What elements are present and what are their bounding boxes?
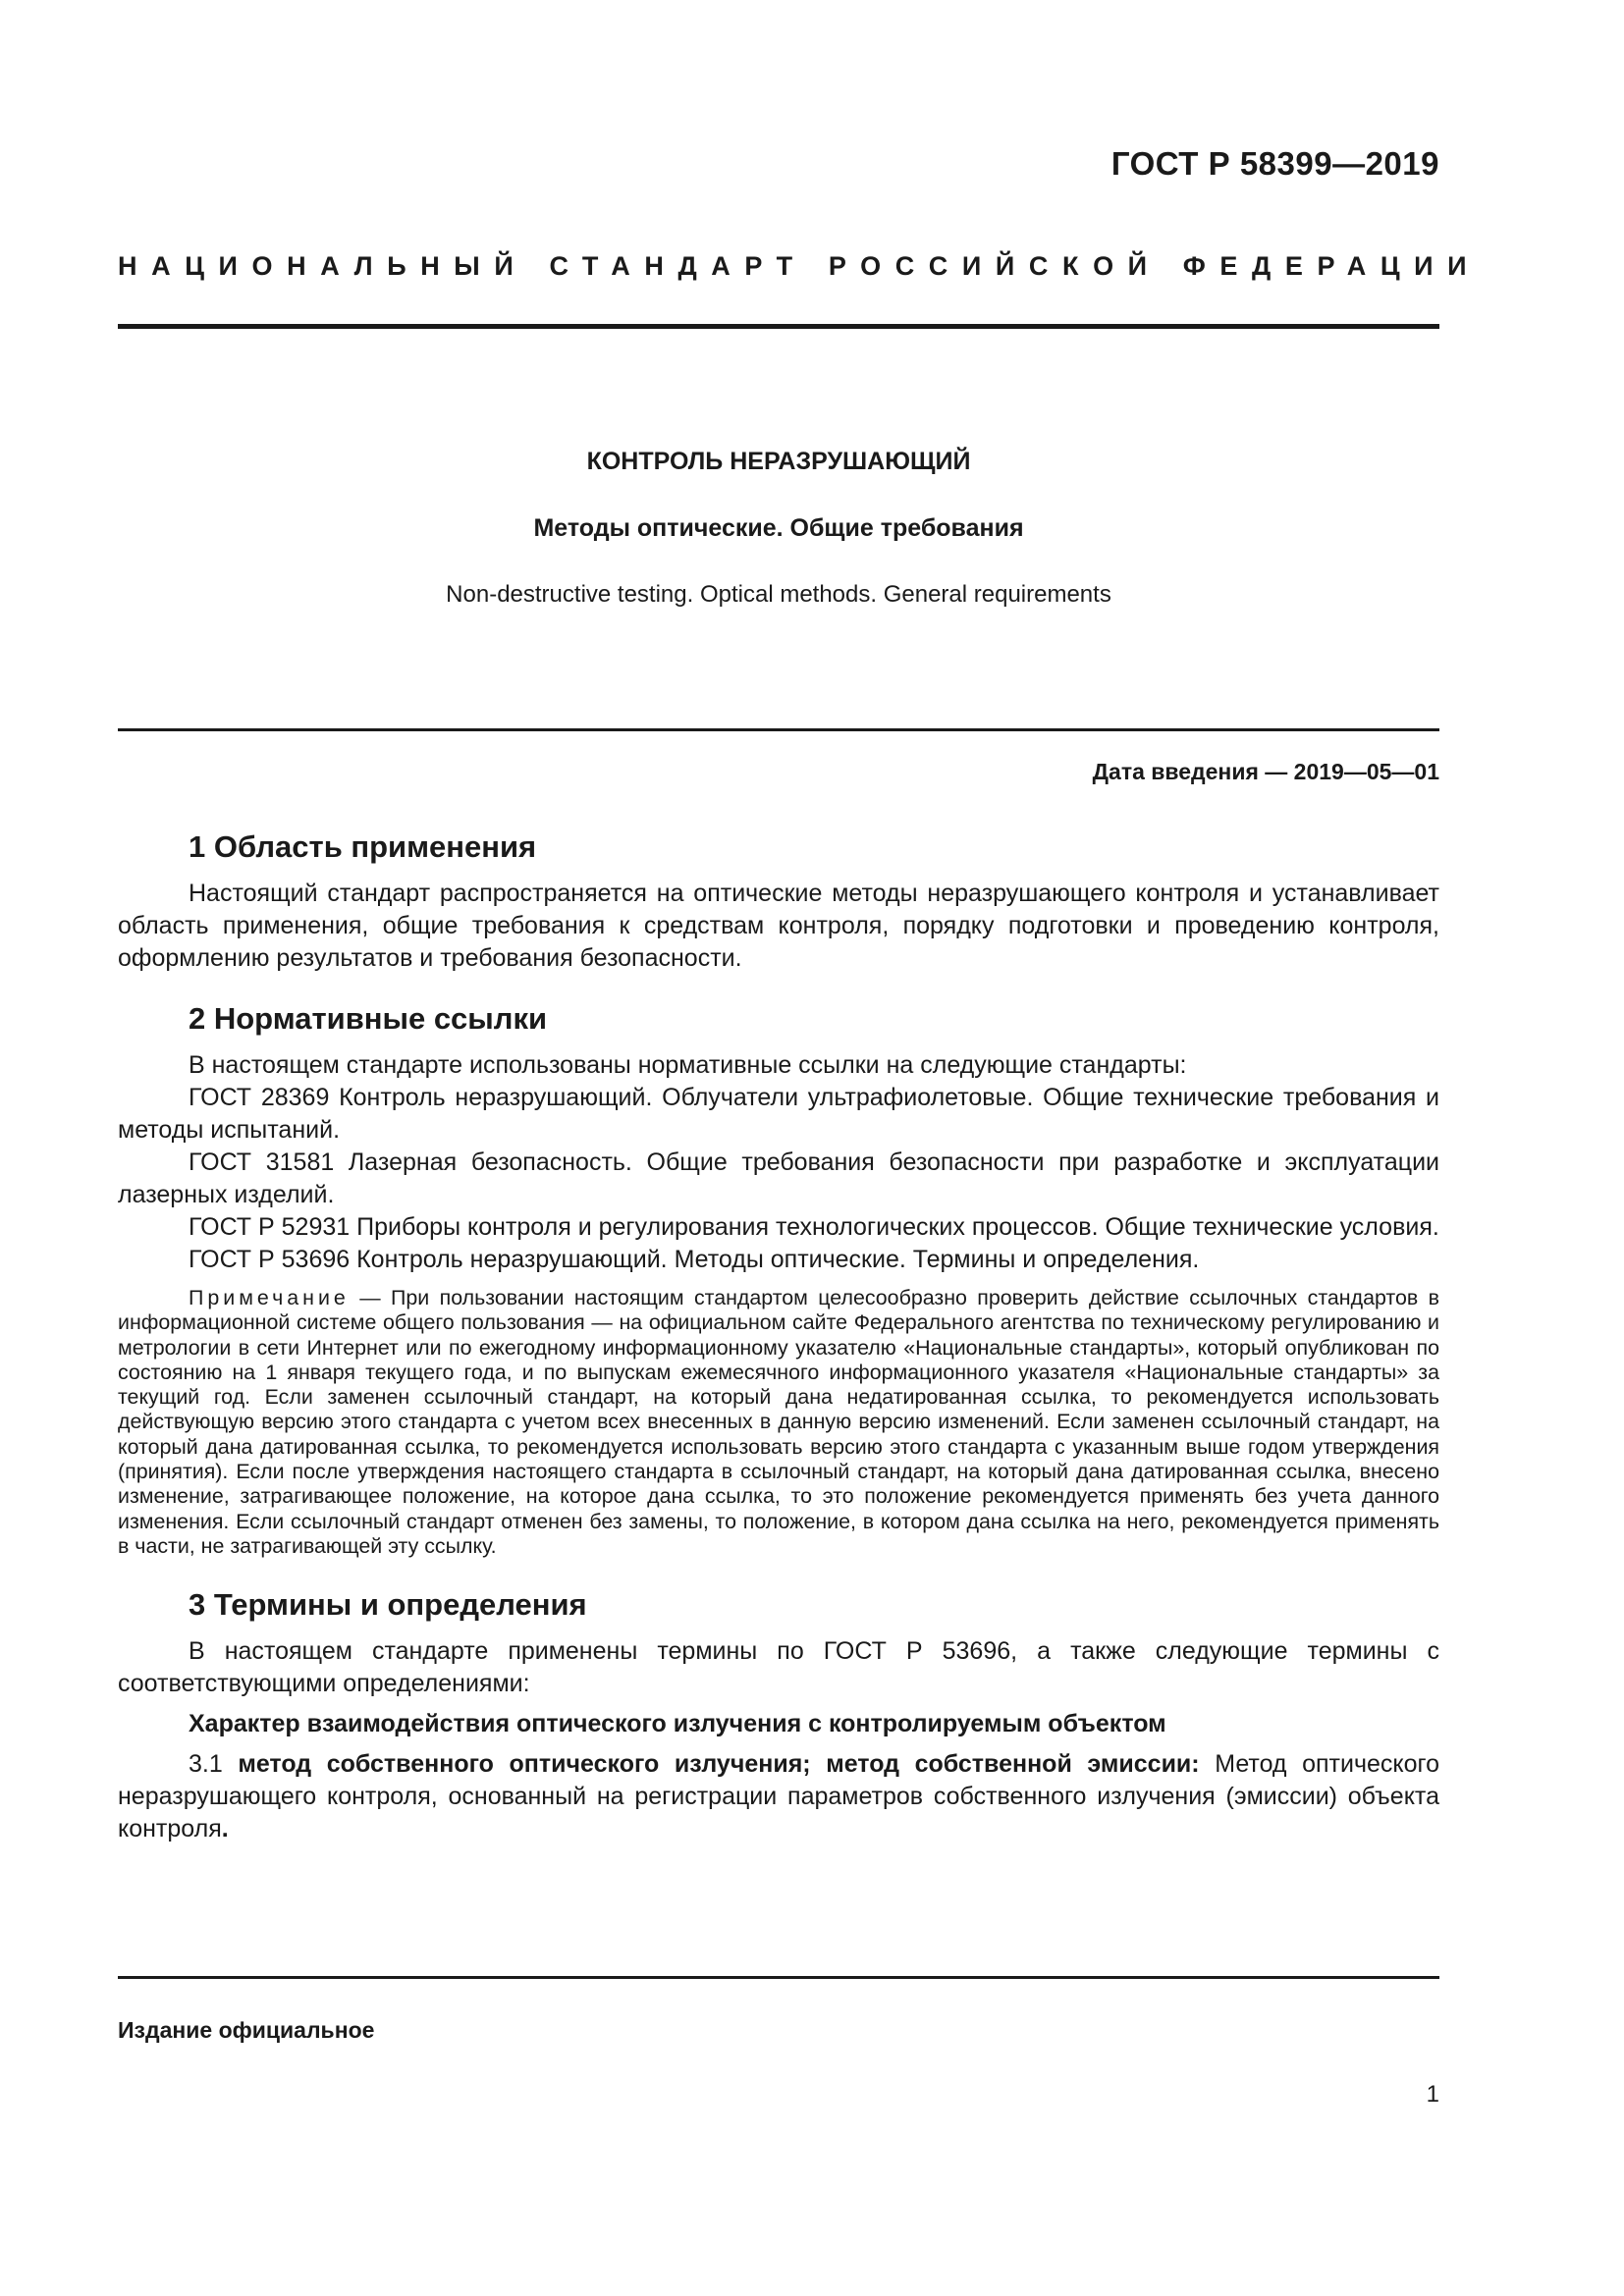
page-number: 1 [1426,2081,1439,2108]
note-text: — При пользовании настоящим стандартом целесообразно проверить действие ссылочных стандартов в информационной системе общего пользования — на официальном сайте Федерального агентства по техническому регулированию и метрологии в сети Интернет или по ежегодному информационному указателю «Национальные стандарты», который опубликован по состоянию на 1 января текущего года, и по выпускам ежемесячного информационного указателя «Национальные стандарты» за текущий год. Если заменен ссылочный стандарт, на который дана недатированная ссылка, то рекомендуется использовать действующую версию этого стандарта с учетом всех внесенных в данную версию изменений. Если заменен ссылочный стандарт, на который дана датированная ссылка, то рекомендуется использовать версию этого стандарта с указанным выше годом утверждения (принятия). Если после утверждения настоящего стандарта в ссылочный стандарт, на который дана датированная ссылка, внесено изменение, затрагивающее положение, на которое дана ссылка, то это положение рекомендуется применять без учета данного изменения. Если ссылочный стандарт отменен без замены, то положение, в котором дана ссылка на него, рекомендуется применять в части, не затрагивающей эту ссылку. [118,1286,1439,1558]
main-title: КОНТРОЛЬ НЕРАЗРУШАЮЩИЙ [586,448,971,475]
section-1-text: Настоящий стандарт распространяется на оптические методы неразрушающего контроля и устанавливает область применения, общие требования к средствам контроля, порядку подготовки и проведению контроля, оформлению результатов и требования безопасности. [118,880,1439,972]
term-definition: Метод оптического неразрушающего контроля, основанный на регистрации параметров собственного излучения (эмиссии) объекта контроля [118,1750,1439,1843]
reference-item: ГОСТ Р 53696 Контроль неразрушающий. Методы оптические. Термины и определения. [189,1246,1200,1273]
national-standard-title: НАЦИОНАЛЬНЫЙ СТАНДАРТ РОССИЙСКОЙ ФЕДЕРАЦИИ [118,251,1482,281]
footer-rule [118,1976,1439,1979]
section-2-note [118,1286,1439,1559]
section-1-heading: 1 Область применения [189,829,537,864]
section-3-heading: 3 Термины и определения [189,1587,587,1623]
section-3-intro: В настоящем стандарте применены термины по ГОСТ Р 53696, а также следующие термины с соответствующими определениями: [118,1637,1439,1698]
sub-title: Методы оптические. Общие требования [533,514,1024,542]
introduction-date: Дата введения — 2019—05—01 [1092,759,1439,784]
section-2-heading: 2 Нормативные ссылки [189,1001,548,1036]
document-number: ГОСТ Р 58399—2019 [1110,145,1439,182]
section-2-intro: В настоящем стандарте использованы нормативные ссылки на следующие стандарты: [189,1051,1187,1079]
official-edition-label: Издание официальное [118,2017,375,2043]
reference-item: ГОСТ Р 52931 Приборы контроля и регулирования технологических процессов. Общие технические условия. [189,1213,1439,1241]
term-name: метод собственного оптического излучения; метод собственной эмиссии: [238,1750,1200,1779]
note-label: Примечание [189,1286,350,1309]
term-3-1 [118,1748,1439,1845]
title-rule [118,728,1439,731]
document-page [118,0,1482,2296]
document-body [118,825,1439,1845]
english-title: Non-destructive testing. Optical methods. General requirements [446,581,1111,608]
reference-item: ГОСТ 31581 Лазерная безопасность. Общие требования безопасности при разработке и эксплуатации лазерных изделий. [118,1148,1439,1208]
term-number: 3.1 [189,1750,239,1779]
reference-item: ГОСТ 28369 Контроль неразрушающий. Облучатели ультрафиолетовые. Общие технические требования и методы испытаний. [118,1084,1439,1144]
term-group-heading: Характер взаимодействия оптического излучения с контролируемым объектом [189,1710,1166,1738]
header-rule [118,324,1439,329]
term-end: . [221,1815,229,1843]
